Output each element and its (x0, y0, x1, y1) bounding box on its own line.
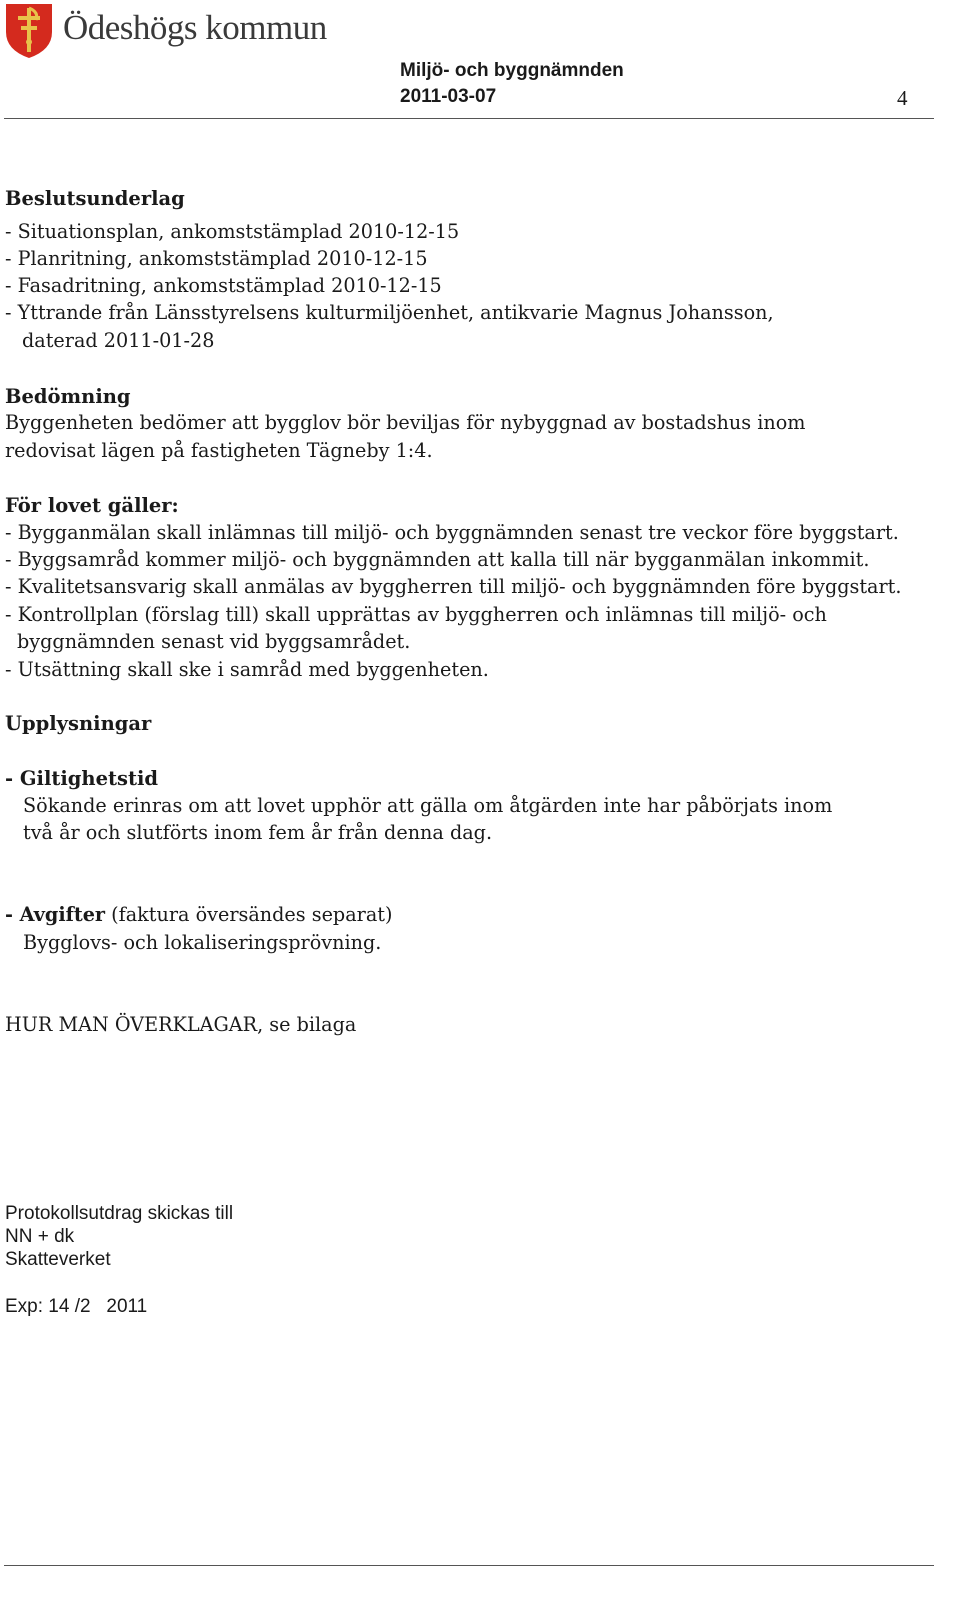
bedomning-line: Byggenheten bedömer att bygglov bör beviljas för nybyggnad av bostadshus inom (5, 411, 806, 434)
villkor-line: - Utsättning skall ske i samråd med byggenheten. (5, 658, 489, 681)
villkor-line: - Kontrollplan (förslag till) skall upprättas av byggherren och inlämnas till miljö- och (5, 603, 827, 626)
coat-of-arms-icon (4, 2, 54, 60)
upplysningar-heading: Upplysningar (5, 712, 152, 735)
bedomning-heading: Bedömning (5, 385, 131, 408)
distribution-recipient: Skatteverket (5, 1249, 111, 1270)
beslutsunderlag-line: - Fasadritning, ankomststämplad 2010-12-15 (5, 274, 442, 297)
beslutsunderlag-line: - Yttrande från Länsstyrelsens kulturmiljöenhet, antikvarie Magnus Johansson, (5, 301, 774, 324)
distribution-recipient: NN + dk (5, 1226, 75, 1247)
document-date: 2011-03-07 (400, 86, 497, 107)
header-divider (4, 118, 934, 119)
villkor-line: byggnämnden senast vid byggsamrådet. (17, 630, 411, 653)
giltighetstid-line: Sökande erinras om att lovet upphör att gälla om åtgärden inte har påbörjats inom (23, 794, 833, 817)
page-number: 4 (897, 86, 908, 110)
beslutsunderlag-line: daterad 2011-01-28 (22, 329, 215, 352)
committee-name: Miljö- och byggnämnden (400, 60, 624, 81)
avgifter-row (5, 905, 392, 924)
villkor-line: - Bygganmälan skall inlämnas till miljö- och byggnämnden senast tre veckor före byggstart. (5, 521, 899, 544)
villkor-heading: För lovet gäller: (5, 494, 179, 517)
avgifter-line: Bygglovs- och lokaliseringsprövning. (23, 931, 382, 954)
villkor-line: - Byggsamråd kommer miljö- och byggnämnden att kalla till när bygganmälan inkommit. (5, 548, 870, 571)
beslutsunderlag-line: - Planritning, ankomststämplad 2010-12-15 (5, 247, 428, 270)
expedition-date: Exp: 14 /2 2011 (5, 1296, 148, 1317)
avgifter-note: (faktura översändes separat) (105, 903, 393, 926)
distribution-heading: Protokollsutdrag skickas till (5, 1203, 234, 1224)
avgifter-heading: - Avgifter (5, 903, 106, 926)
overklagan-reference: HUR MAN ÖVERKLAGAR, se bilaga (5, 1013, 357, 1036)
villkor-line: - Kvalitetsansvarig skall anmälas av byggherren till miljö- och byggnämnden före byggstart. (5, 575, 902, 598)
footer-divider (4, 1565, 934, 1566)
beslutsunderlag-line: - Situationsplan, ankomststämplad 2010-12-15 (5, 220, 460, 243)
giltighetstid-line: två år och slutförts inom fem år från denna dag. (23, 821, 493, 844)
giltighetstid-heading: - Giltighetstid (5, 767, 159, 790)
beslutsunderlag-heading: Beslutsunderlag (5, 187, 185, 210)
organization-name: Ödeshögs kommun (63, 8, 327, 47)
bedomning-line: redovisat lägen på fastigheten Tägneby 1:4. (5, 439, 433, 462)
